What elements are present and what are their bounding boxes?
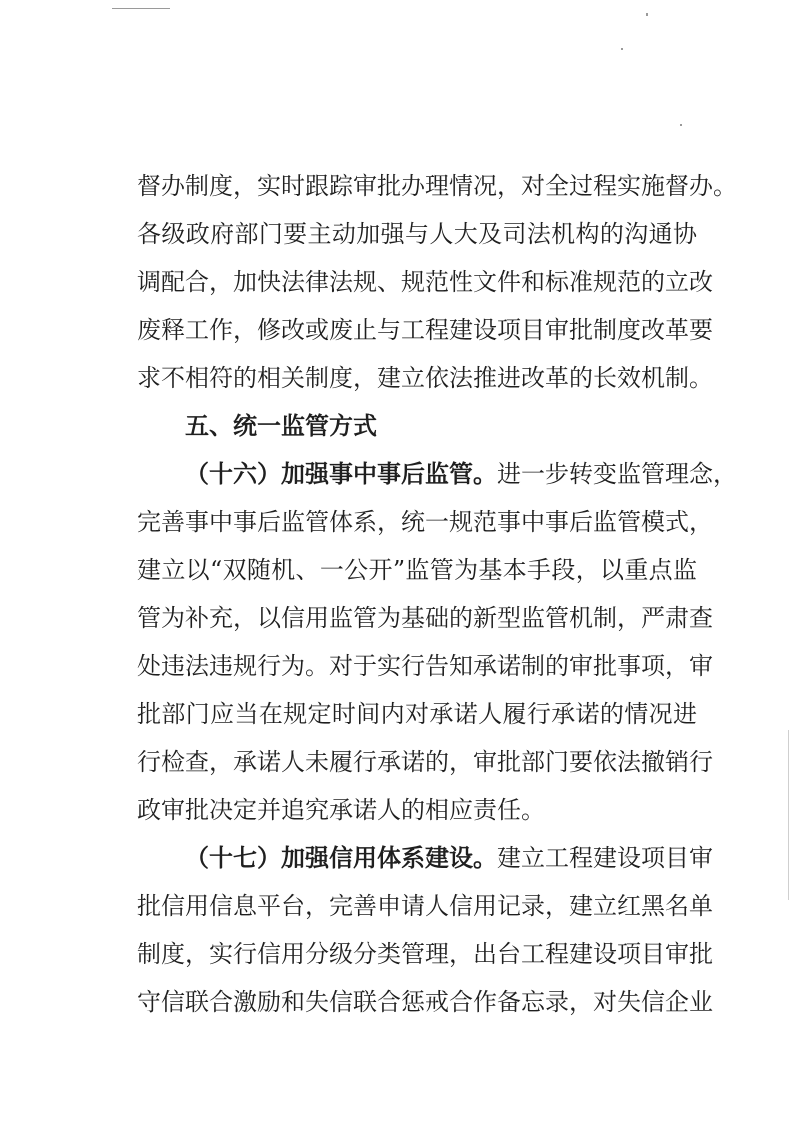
text-line: 制度，实行信用分级分类管理，出台工程建设项目审批 bbox=[137, 940, 713, 968]
scan-artifact-dot bbox=[680, 124, 682, 126]
text-line: 批信用信息平台，完善申请人信用记录，建立红黑名单 bbox=[137, 892, 713, 920]
text-line: 废释工作，修改或废止与工程建设项目审批制度改革要 bbox=[137, 316, 713, 344]
scan-artifact-edge bbox=[788, 730, 789, 900]
text-line: 完善事中事后监管体系，统一规范事中事后监管模式， bbox=[137, 508, 713, 536]
text-line: 守信联合激励和失信联合惩戒合作备忘录，对失信企业 bbox=[137, 988, 713, 1016]
text-line: 行检查，承诺人未履行承诺的，审批部门要依法撤销行 bbox=[137, 748, 713, 776]
text-line: 批部门应当在规定时间内对承诺人履行承诺的情况进 bbox=[137, 700, 697, 728]
scan-artifact-dot bbox=[621, 48, 623, 50]
item-text: 建立工程建设项目审 bbox=[497, 844, 713, 872]
text-line: 督办制度，实时跟踪审批办理情况，对全过程实施督办。 bbox=[137, 172, 737, 200]
section-heading: 五、统一监管方式 bbox=[185, 412, 377, 440]
text-line: 各级政府部门要主动加强与人大及司法机构的沟通协 bbox=[137, 220, 697, 248]
text-line: 求不相符的相关制度，建立依法推进改革的长效机制。 bbox=[137, 364, 713, 392]
text-line: 调配合，加快法律法规、规范性文件和标准规范的立改 bbox=[137, 268, 713, 296]
text-line bbox=[185, 458, 737, 490]
text-line: 政审批决定并追究承诺人的相应责任。 bbox=[137, 796, 545, 824]
item-title: （十七）加强信用体系建设。 bbox=[185, 844, 497, 872]
item-title: （十六）加强事中事后监管。 bbox=[185, 460, 497, 488]
scan-artifact-dot bbox=[646, 13, 648, 16]
scan-artifact-line bbox=[112, 8, 170, 9]
text-line: 建立以“双随机、一公开”监管为基本手段，以重点监 bbox=[137, 556, 697, 584]
text-line: 处违法违规行为。对于实行告知承诺制的审批事项，审 bbox=[137, 652, 713, 680]
text-line: 管为补充，以信用监管为基础的新型监管机制，严肃查 bbox=[137, 604, 713, 632]
text-line bbox=[185, 842, 713, 874]
item-text: 进一步转变监管理念， bbox=[497, 460, 737, 488]
